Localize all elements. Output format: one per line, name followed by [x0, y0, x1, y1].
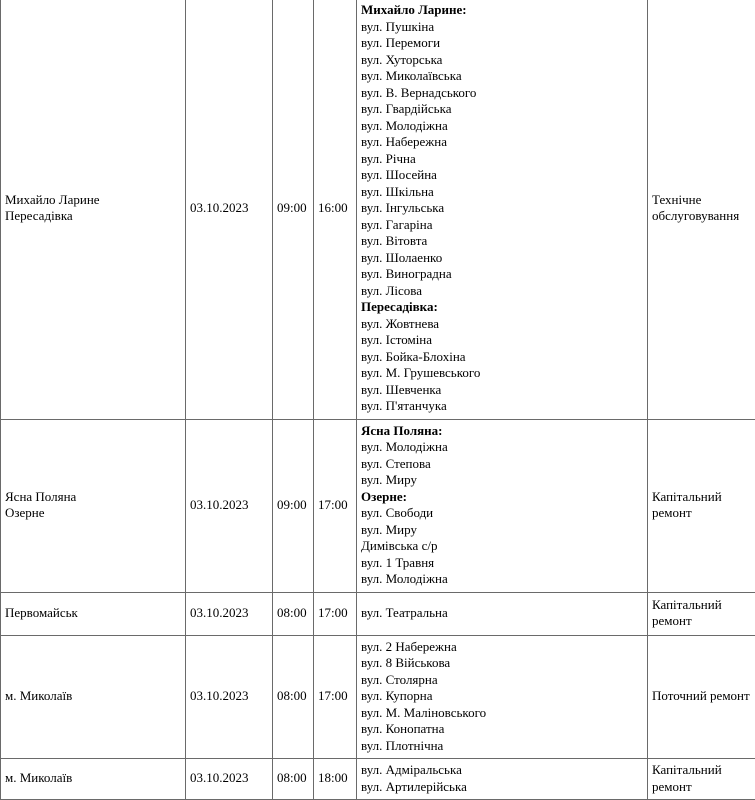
street-name: вул. Молодіжна — [361, 571, 448, 586]
end-time-cell — [314, 635, 357, 759]
settlement-cell — [1, 759, 186, 800]
work-type-cell — [648, 592, 755, 635]
schedule-row — [1, 0, 755, 419]
street-name: вул. Свободи — [361, 505, 434, 520]
settlement-name: Ясна Поляна — [5, 488, 77, 504]
street-name: вул. Шосейна — [361, 167, 437, 182]
street-name: вул. Молодіжна — [361, 439, 448, 454]
start-time: 08:00 — [277, 604, 307, 620]
street-name: вул. Гвардійська — [361, 101, 452, 116]
street-name: вул. Лісова — [361, 282, 423, 298]
schedule-row — [1, 592, 755, 635]
date-cell — [186, 592, 273, 635]
settlement-name: Первомайськ — [5, 604, 78, 620]
outage-date: 03.10.2023 — [190, 604, 249, 620]
work-type: Технічне обслуговування — [652, 191, 740, 224]
start-time: 09:00 — [277, 200, 307, 215]
street-name: вул. Театральна — [361, 604, 448, 620]
street-name: вул. 1 Травня — [361, 554, 435, 570]
streets-cell — [357, 759, 648, 800]
street-name: вул. Виноградна — [361, 266, 452, 281]
end-time: 18:00 — [318, 770, 348, 786]
street-name: вул. М. Маліновського — [361, 704, 487, 720]
work-type-cell — [648, 759, 755, 800]
start-time-cell — [273, 592, 314, 635]
street-name: Димівська с/р — [361, 538, 438, 553]
street-name: вул. Столярна — [361, 671, 438, 687]
settlement-cell — [1, 635, 186, 759]
streets-cell — [357, 635, 648, 759]
settlement-name: Озерне — [5, 505, 45, 520]
work-type-cell — [648, 0, 755, 419]
streets-cell — [357, 419, 648, 592]
settlement-name: Пересадівка — [5, 208, 73, 224]
settlement-name: м. Миколаїв — [5, 770, 73, 786]
start-time: 09:00 — [277, 496, 307, 512]
start-time-cell — [273, 419, 314, 592]
date-cell — [186, 759, 273, 800]
end-time-cell — [314, 759, 357, 800]
street-name: вул. 2 Набережна — [361, 638, 457, 654]
street-name: вул. Шевченка — [361, 381, 442, 397]
start-time-cell — [273, 635, 314, 759]
end-time: 16:00 — [318, 200, 348, 215]
street-name: вул. Перемоги — [361, 35, 441, 50]
end-time: 17:00 — [318, 688, 348, 703]
schedule-row — [1, 759, 755, 800]
settlement-cell — [1, 419, 186, 592]
end-time-cell — [314, 419, 357, 592]
street-name: вул. Інгульська — [361, 200, 445, 215]
settlement-name: м. Миколаїв — [5, 688, 73, 703]
date-cell — [186, 635, 273, 759]
schedule-row — [1, 635, 755, 759]
street-name: вул. Річна — [361, 150, 416, 166]
street-name: вул. Молодіжна — [361, 117, 448, 133]
work-type: Капітальний ремонт — [652, 596, 722, 628]
outage-date: 03.10.2023 — [190, 200, 249, 215]
street-name: вул. Адміральська — [361, 762, 462, 777]
outage-date: 03.10.2023 — [190, 496, 249, 512]
street-name: вул. Конопатна — [361, 721, 445, 736]
settlement-cell — [1, 0, 186, 419]
work-type-cell — [648, 419, 755, 592]
street-name: вул. Істоміна — [361, 332, 433, 347]
start-time: 08:00 — [277, 770, 307, 786]
outage-date: 03.10.2023 — [190, 688, 249, 703]
street-name: вул. Степова — [361, 455, 431, 471]
work-type: Поточний ремонт — [652, 688, 750, 703]
end-time: 17:00 — [318, 604, 348, 620]
street-name: вул. Миколаївська — [361, 68, 462, 83]
street-name: вул. Миру — [361, 472, 417, 487]
street-name: вул. Бойка-Блохіна — [361, 348, 466, 364]
start-time-cell — [273, 759, 314, 800]
street-name: вул. Набережна — [361, 134, 447, 149]
street-name: вул. Купорна — [361, 688, 433, 703]
street-name: вул. П'ятанчука — [361, 398, 447, 413]
schedule-row — [1, 419, 755, 592]
street-name: вул. 8 Військова — [361, 655, 451, 670]
street-name: вул. Вітовта — [361, 233, 428, 248]
street-name: вул. М. Грушевського — [361, 365, 481, 380]
street-group-heading: Михайло Ларине: — [361, 2, 467, 17]
work-type-cell — [648, 635, 755, 759]
street-name: вул. Шолаенко — [361, 249, 443, 265]
work-type: Капітальний ремонт — [652, 488, 722, 520]
settlement-cell — [1, 592, 186, 635]
street-name: вул. Плотнічна — [361, 737, 444, 753]
street-group-heading: Ясна Поляна: — [361, 422, 443, 438]
start-time: 08:00 — [277, 688, 307, 703]
streets-cell — [357, 0, 648, 419]
street-name: вул. Хуторська — [361, 51, 443, 67]
table-body — [1, 0, 755, 800]
outage-date: 03.10.2023 — [190, 770, 249, 786]
street-group-heading: Пересадівка: — [361, 299, 438, 314]
street-name: вул. Миру — [361, 521, 417, 537]
street-name: вул. Артилерійська — [361, 778, 467, 794]
end-time-cell — [314, 592, 357, 635]
streets-cell — [357, 592, 648, 635]
work-type: Капітальний ремонт — [652, 762, 722, 794]
street-name: вул. Пушкіна — [361, 18, 435, 34]
street-group-heading: Озерне: — [361, 488, 407, 504]
date-cell — [186, 419, 273, 592]
street-name: вул. Жовтнева — [361, 315, 440, 331]
street-name: вул. В. Вернадського — [361, 84, 477, 100]
settlement-name: Михайло Ларине — [5, 191, 100, 207]
date-cell — [186, 0, 273, 419]
street-name: вул. Гагаріна — [361, 216, 433, 232]
end-time: 17:00 — [318, 496, 348, 512]
street-name: вул. Шкільна — [361, 183, 434, 199]
start-time-cell — [273, 0, 314, 419]
end-time-cell — [314, 0, 357, 419]
